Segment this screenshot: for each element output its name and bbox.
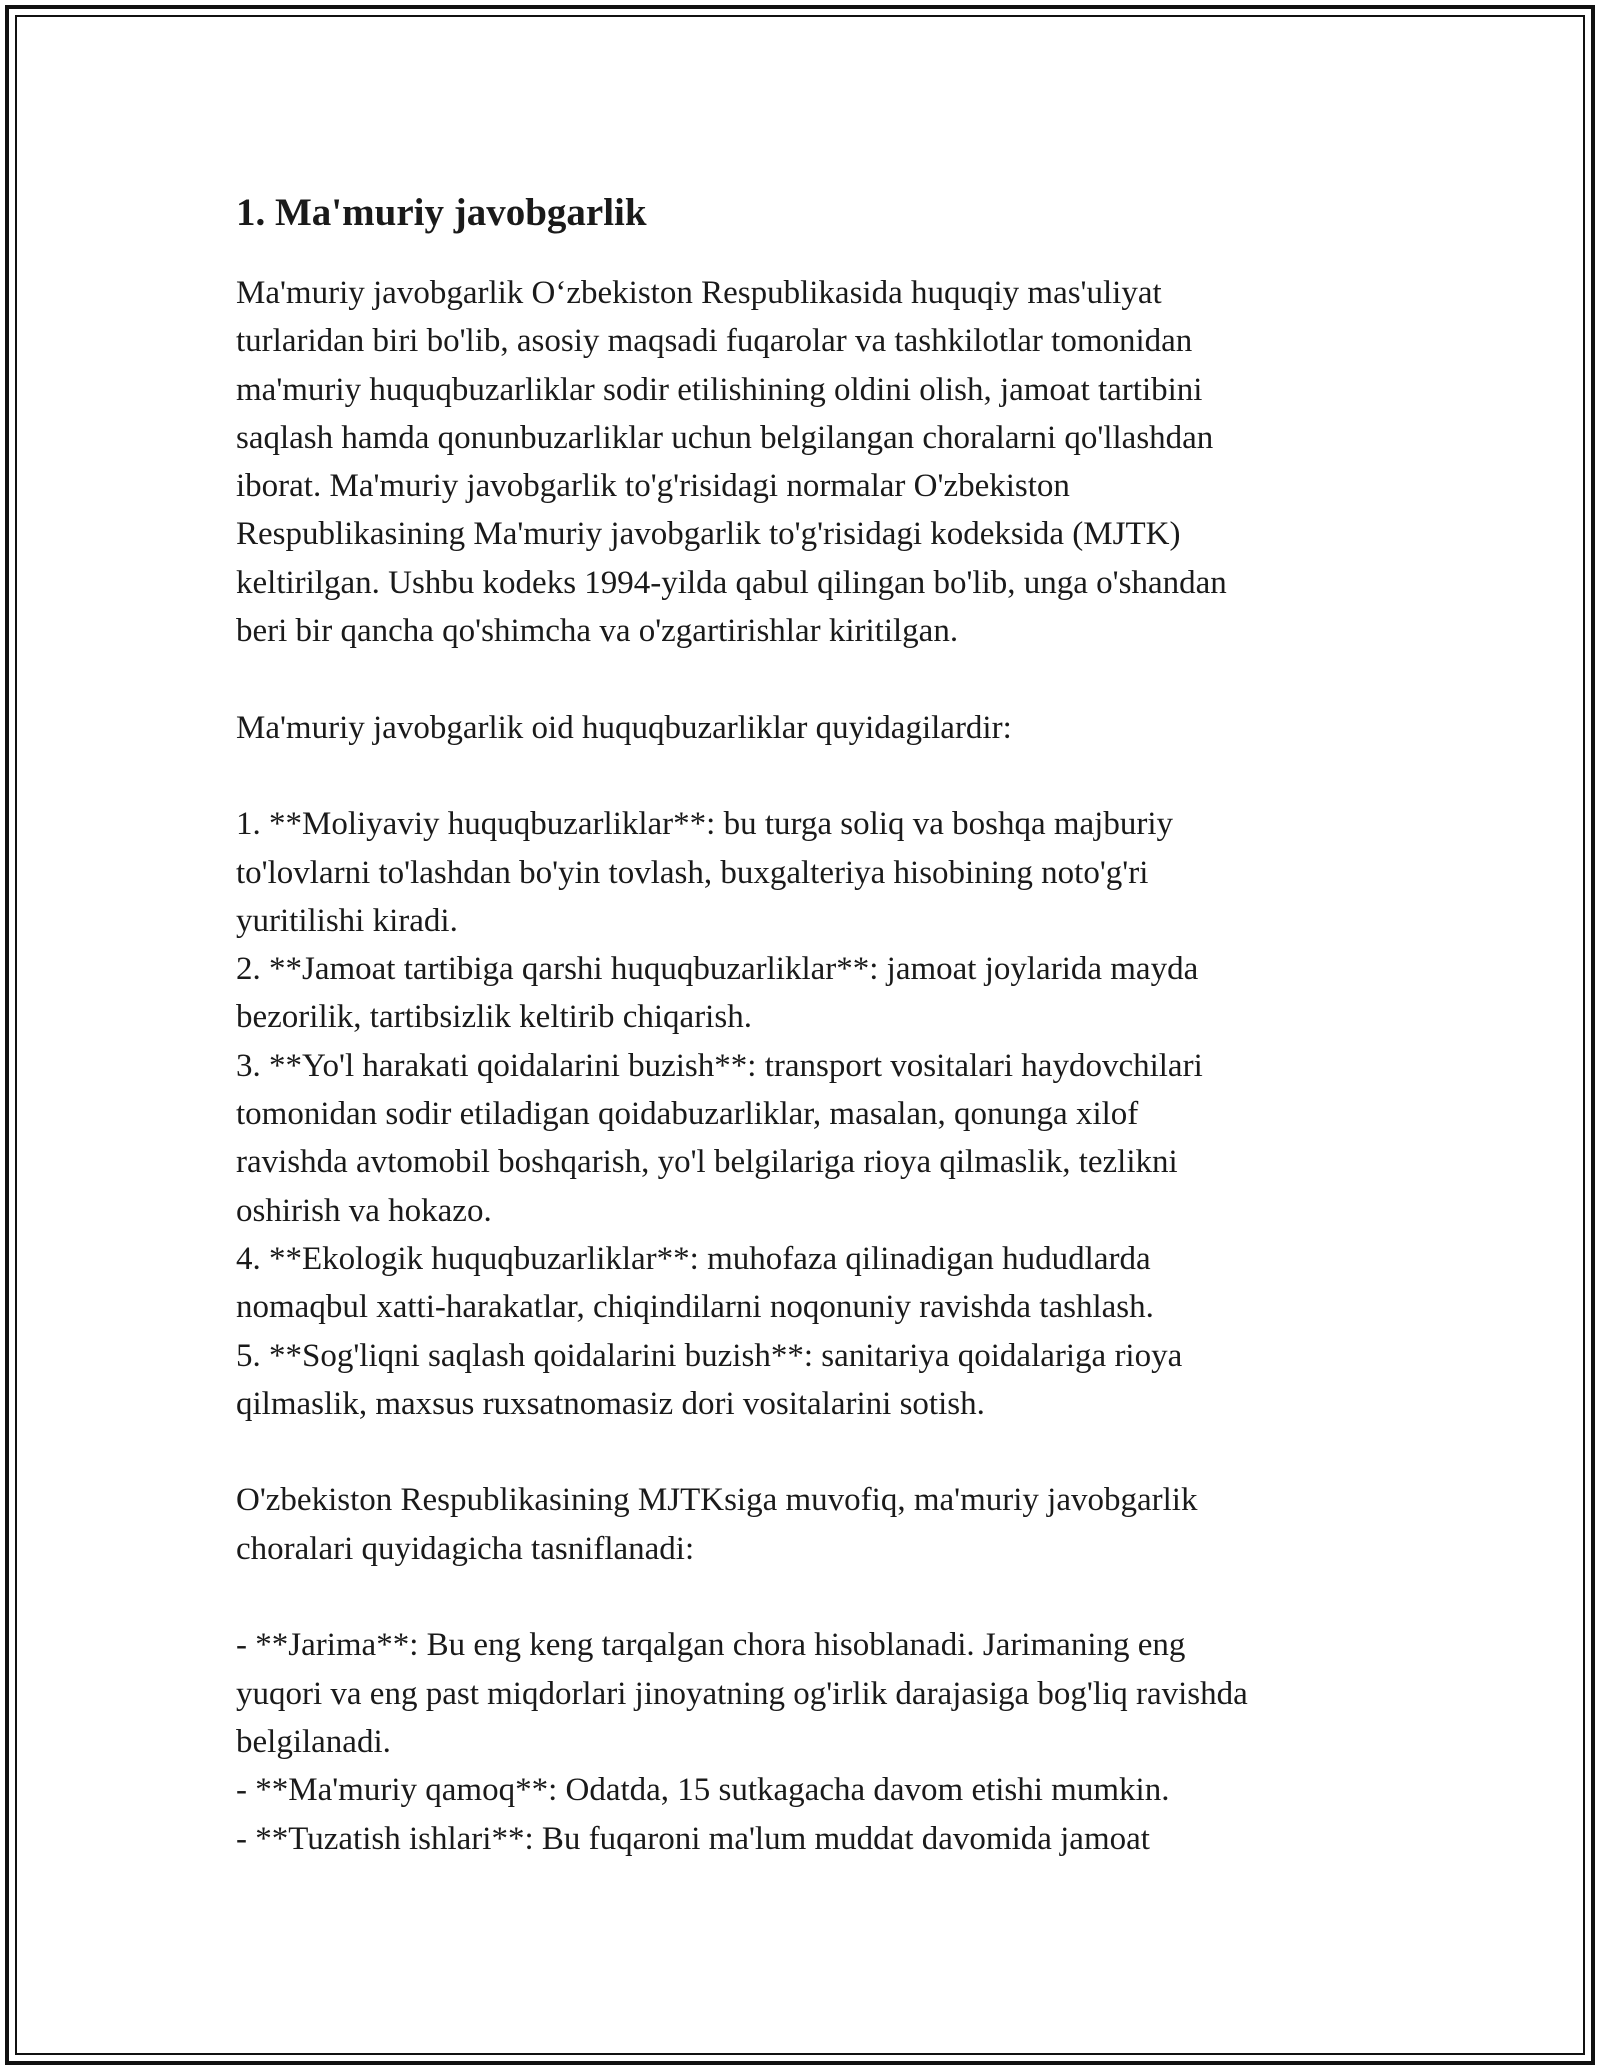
list-item: 3. **Yo'l harakati qoidalarini buzish**: transport vositalari haydovchilari tomonidan sodir etiladigan qoidabuzarliklar, masalan, qonunga xilof ravishda avtomobil boshqarish, yo'l belgilariga rioya qilmaslik, tezlikni oshirish va hokazo. [236,1047,1203,1229]
paragraph-gap [236,752,1376,800]
list-item: - **Tuzatish ishlari**: Bu fuqaroni ma'lum muddat davomida jamoat [236,1820,1150,1857]
document-body [236,185,1376,1863]
intro-paragraph: Ma'muriy javobgarlik O‘zbekiston Respublikasida huquqiy mas'uliyat turlaridan biri bo'lib, asosiy maqsadi fuqarolar va tashkilotlar tomonidan ma'muriy huquqbuzarliklar sodir etilishining oldini olish, jamoat tartibini saqlash hamda qonunbuzarliklar uchun belgilangan choralarni qo'llashdan iborat. Ma'muriy javobgarlik to'g'risidagi normalar O'zbekiston Respublikasining Ma'muriy javobgarlik to'g'risidagi kodeksida (MJTK) keltirilgan. Ushbu kodeks 1994-yilda qabul qilingan bo'lib, unga o'shandan beri bir qancha qo'shimcha va o'zgartirishlar kiritilgan. [236,275,1227,650]
list-item: 5. **Sog'liqni saqlash qoidalarini buzish**: sanitariya qoidalariga rioya qilmaslik, maxsus ruxsatnomasiz dori vositalarini sotish. [236,1337,1183,1422]
offenses-intro: Ma'muriy javobgarlik oid huquqbuzarliklar quyidagilardir: [236,709,1012,746]
list-item: - **Jarima**: Bu eng keng tarqalgan chora hisoblanadi. Jarimaning eng yuqori va eng past miqdorlari jinoyatning og'irlik darajasiga bog'liq ravishda belgilanadi. [236,1627,1248,1760]
paragraph-gap [236,1573,1376,1621]
list-item: 4. **Ekologik huquqbuzarliklar**: muhofaza qilinadigan hududlarda nomaqbul xatti-harakatlar, chiqindilarni noqonuniy ravishda tashlash. [236,1240,1154,1326]
offenses-list [236,800,1376,1428]
paragraph-gap [236,1428,1376,1476]
list-item: 1. **Moliyaviy huquqbuzarliklar**: bu turga soliq va boshqa majburiy to'lovlarni to'lashdan bo'yin tovlash, buxgalteriya hisobining noto'g'ri yuritilishi kiradi. [236,806,1174,939]
section-heading: 1. Ma'muriy javobgarlik [236,191,647,234]
measures-list [236,1621,1376,1862]
measures-intro: O'zbekiston Respublikasining MJTKsiga muvofiq, ma'muriy javobgarlik choralari quyidagicha tasniflanadi: [236,1482,1198,1567]
list-item: 2. **Jamoat tartibiga qarshi huquqbuzarliklar**: jamoat joylarida mayda bezorilik, tartibsizlik keltirib chiqarish. [236,951,1199,1036]
list-item: - **Ma'muriy qamoq**: Odatda, 15 sutkagacha davom etishi mumkin. [236,1772,1170,1809]
paragraph-gap [236,655,1376,703]
